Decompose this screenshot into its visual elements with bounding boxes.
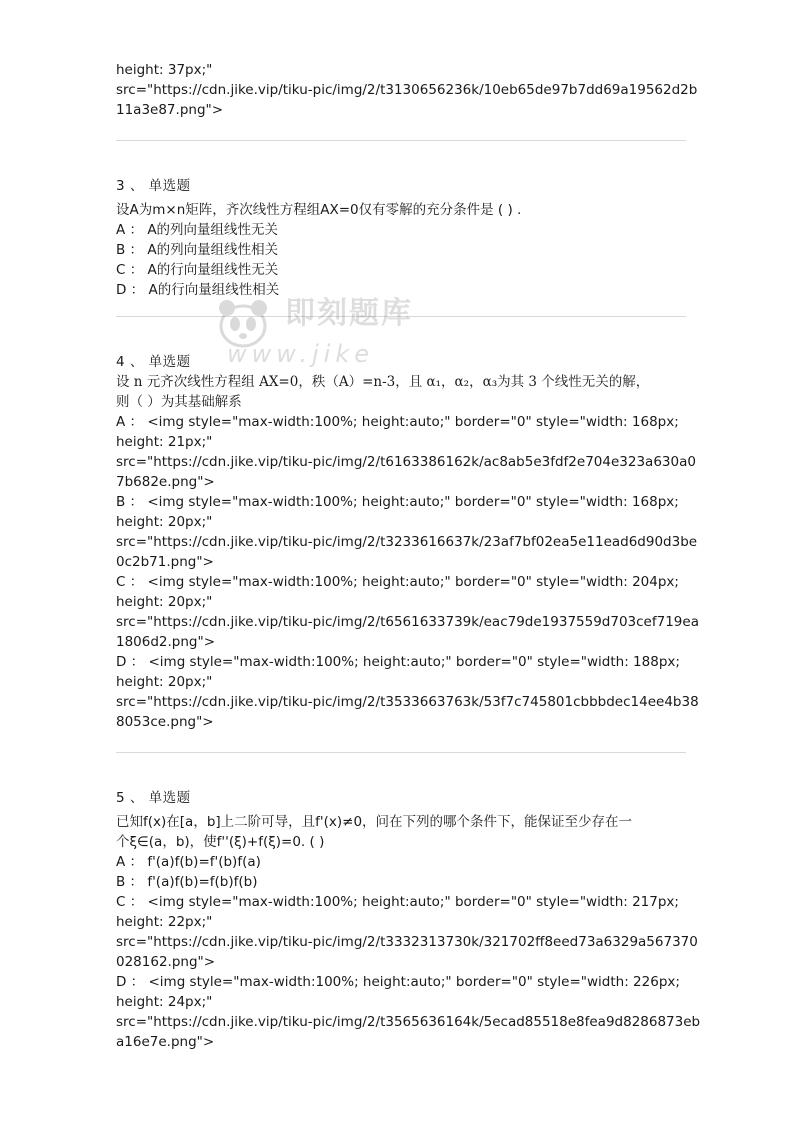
question-3 xyxy=(116,176,686,300)
text-line: height: 37px;" xyxy=(116,62,213,78)
text-line: 7b682e.png"> xyxy=(116,474,215,490)
option-d[interactable]: D ： <img style="max-width:100%; height:auto;" border="0" style="width: 188px; xyxy=(116,654,680,670)
text-line: src="https://cdn.jike.vip/tiku-pic/img/2/t6163386162k/ac8ab5e3fdf2e704e323a630a0 xyxy=(116,454,696,470)
text-line: src="https://cdn.jike.vip/tiku-pic/img/2/t6561633739k/eac79de1937559d703cef719ea xyxy=(116,614,699,630)
question-stem: 已知f(x)在[a，b]上二阶可导，且f'(x)≠0，问在下列的哪个条件下，能保证至少存在一 xyxy=(116,814,633,830)
option-d[interactable]: D ： A的行向量组线性相关 xyxy=(116,282,280,298)
option-d[interactable]: D ： <img style="max-width:100%; height:auto;" border="0" style="width: 226px; xyxy=(116,974,680,990)
option-b[interactable]: B ： <img style="max-width:100%; height:auto;" border="0" style="width: 168px; xyxy=(116,494,679,510)
option-c[interactable]: C ： <img style="max-width:100%; height:auto;" border="0" style="width: 217px; xyxy=(116,894,679,910)
option-b[interactable]: B ： A的列向量组线性相关 xyxy=(116,242,279,258)
text-line: 11a3e87.png"> xyxy=(116,102,224,118)
question-2-tail xyxy=(116,60,698,120)
question-header: 5 、 单选题 xyxy=(116,790,191,806)
text-line: height: 20px;" xyxy=(116,594,213,610)
option-a[interactable]: A ： f'(a)f(b)=f'(b)f(a) xyxy=(116,854,261,870)
text-line: height: 21px;" xyxy=(116,434,213,450)
question-stem: 个ξ∈(a，b)，使f''(ξ)+f(ξ)=0. ( ) xyxy=(116,834,325,850)
option-c[interactable]: C ： <img style="max-width:100%; height:auto;" border="0" style="width: 204px; xyxy=(116,574,679,590)
question-stem: 设 n 元齐次线性方程组 AX=0，秩（A）=n-3，且 α₁，α₂，α₃为其 3 个线性无关的解， xyxy=(116,374,650,390)
options-list xyxy=(116,412,699,732)
question-4 xyxy=(116,352,699,732)
option-c[interactable]: C ： A的行向量组线性无关 xyxy=(116,262,279,278)
text-line: 0c2b71.png"> xyxy=(116,554,214,570)
document-page xyxy=(116,60,701,1052)
text-line: 1806d2.png"> xyxy=(116,634,216,650)
text-line: height: 24px;" xyxy=(116,994,213,1010)
text-line: src="https://cdn.jike.vip/tiku-pic/img/2/t3233616637k/23af7bf02ea5e11ead6d90d3be xyxy=(116,534,698,550)
question-header: 4 、 单选题 xyxy=(116,354,191,370)
question-5 xyxy=(116,788,701,1052)
text-line: 028162.png"> xyxy=(116,954,216,970)
text-line: src="https://cdn.jike.vip/tiku-pic/img/2/t3565636164k/5ecad85518e8fea9d8286873eb xyxy=(116,1014,701,1030)
text-line: a16e7e.png"> xyxy=(116,1034,215,1050)
option-a[interactable]: A ： A的列向量组线性无关 xyxy=(116,222,279,238)
text-line: src="https://cdn.jike.vip/tiku-pic/img/2/t3130656236k/10eb65de97b7dd69a19562d2b xyxy=(116,82,698,98)
text-line: height: 22px;" xyxy=(116,914,213,930)
text-line: height: 20px;" xyxy=(116,514,213,530)
text-line: src="https://cdn.jike.vip/tiku-pic/img/2/t3533663763k/53f7c745801cbbbdec14ee4b38 xyxy=(116,694,699,710)
option-b[interactable]: B ： f'(a)f(b)=f(b)f(b) xyxy=(116,874,258,890)
watermark-url: www.jike xyxy=(227,340,374,368)
text-line: src="https://cdn.jike.vip/tiku-pic/img/2/t3332313730k/321702ff8eed73a6329a567370 xyxy=(116,934,698,950)
question-header: 3 、 单选题 xyxy=(116,178,191,194)
text-line: height: 20px;" xyxy=(116,674,213,690)
options-list xyxy=(116,852,701,1052)
question-stem: 设A为m×n矩阵，齐次线性方程组AX=0仅有零解的充分条件是 ( ) . xyxy=(116,202,522,218)
question-stem: 则（ ）为其基础解系 xyxy=(116,394,242,410)
text-line: 8053ce.png"> xyxy=(116,714,214,730)
option-a[interactable]: A ： <img style="max-width:100%; height:auto;" border="0" style="width: 168px; xyxy=(116,414,679,430)
watermark-brand: 即刻题库 xyxy=(285,296,413,331)
